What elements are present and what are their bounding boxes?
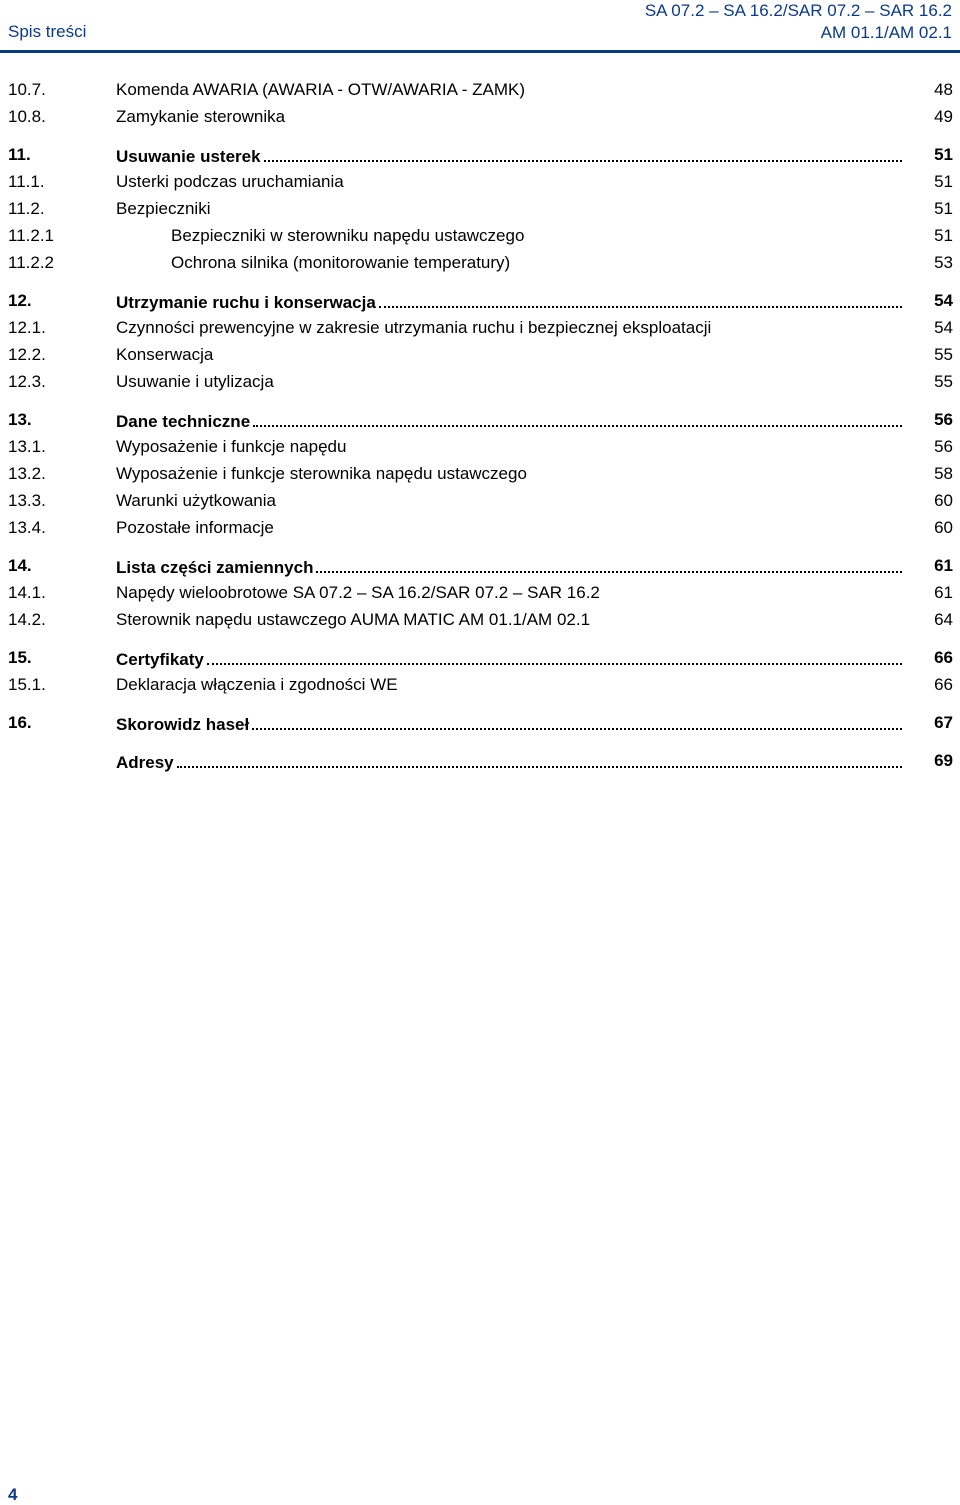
toc-entry-number: 12.2.	[8, 345, 46, 364]
header-divider	[0, 50, 960, 53]
toc-entry-number: 11.2.2	[8, 253, 55, 272]
toc-entry-number: 15.1.	[8, 675, 46, 694]
toc-entry-title: Czynności prewencyjne w zakresie utrzymania ruchu i bezpiecznej eksploatacji	[116, 318, 712, 337]
toc-entry-title: Napędy wieloobrotowe SA 07.2 – SA 16.2/SAR 07.2 – SAR 16.2	[116, 583, 600, 602]
document-title-line-2: AM 01.1/AM 02.1	[820, 23, 952, 42]
document-title-line-1: SA 07.2 – SA 16.2/SAR 07.2 – SAR 16.2	[644, 1, 952, 20]
toc-chapter-page: 56	[934, 410, 953, 429]
toc-entry-title: Komenda AWARIA (AWARIA - OTW/AWARIA - ZAMK)	[116, 80, 526, 99]
toc-entry-title: Sterownik napędu ustawczego AUMA MATIC AM 01.1/AM 02.1	[116, 610, 591, 629]
toc-entry-number: 11.2.	[8, 199, 45, 218]
page-header	[0, 0, 960, 50]
toc-entry-page: 66	[934, 675, 953, 694]
toc-chapter-number: 11.	[8, 145, 31, 164]
toc-entry-number: 13.4.	[8, 518, 46, 537]
toc-entry-page: 64	[934, 610, 953, 629]
table-of-contents	[0, 76, 960, 774]
toc-entry[interactable]	[0, 314, 960, 341]
toc-chapter-title: Adresy	[116, 753, 174, 772]
toc-chapter-title: Utrzymanie ruchu i konserwacja	[116, 293, 376, 312]
toc-entry-page: 56	[934, 437, 953, 456]
toc-entry[interactable]	[0, 579, 960, 606]
dot-leader	[177, 747, 902, 768]
toc-entry-number: 10.7.	[8, 80, 46, 99]
toc-entry-title: Warunki użytkowania	[116, 491, 276, 510]
toc-entry[interactable]	[0, 671, 960, 698]
toc-entry-page: 55	[934, 372, 953, 391]
toc-chapter-title-wrap	[116, 709, 904, 738]
toc-entry-number: 11.2.1	[8, 226, 55, 245]
toc-chapter[interactable]	[0, 644, 960, 671]
toc-entry-page: 54	[934, 318, 953, 337]
toc-entry-page: 60	[934, 491, 953, 510]
toc-entry[interactable]	[0, 433, 960, 460]
toc-chapter-title: Skorowidz haseł	[116, 715, 250, 734]
toc-chapter-page: 51	[934, 145, 953, 164]
toc-entry-page: 48	[934, 80, 953, 99]
toc-entry-title: Deklaracja włączenia i zgodności WE	[116, 675, 398, 694]
toc-entry-number: 13.1.	[8, 437, 46, 456]
toc-chapter-title-wrap	[116, 552, 904, 581]
toc-entry-page: 51	[934, 199, 953, 218]
toc-chapter-page: 54	[934, 291, 953, 310]
toc-entry-title: Usterki podczas uruchamiania	[116, 172, 344, 191]
toc-chapter-title: Lista części zamiennych	[116, 558, 314, 577]
toc-chapter-number: 15.	[8, 648, 32, 667]
toc-entry[interactable]	[0, 368, 960, 395]
toc-chapter-page: 67	[934, 713, 953, 732]
toc-chapter-number: 13.	[8, 410, 32, 429]
toc-chapter-title-wrap	[116, 644, 904, 673]
toc-chapter-page: 66	[934, 648, 953, 667]
toc-entry-title: Bezpieczniki	[116, 199, 211, 218]
toc-chapter-title: Dane techniczne	[116, 412, 251, 431]
toc-chapter[interactable]	[0, 406, 960, 433]
toc-chapter[interactable]	[0, 287, 960, 314]
toc-entry-title: Wyposażenie i funkcje napędu	[116, 437, 347, 456]
toc-entry-title: Bezpieczniki w sterowniku napędu ustawczego	[171, 226, 525, 245]
toc-entry-number: 14.1.	[8, 583, 46, 602]
toc-entry-page: 53	[934, 253, 953, 272]
toc-chapter-title: Usuwanie usterek	[116, 147, 261, 166]
page-number: 4	[8, 1485, 18, 1504]
toc-entry-number: 12.1.	[8, 318, 46, 337]
toc-entry-number: 14.2.	[8, 610, 46, 629]
toc-entry[interactable]	[0, 460, 960, 487]
dot-leader	[252, 709, 902, 730]
toc-entry[interactable]	[0, 76, 960, 103]
toc-entry-number: 13.3.	[8, 491, 46, 510]
toc-entry-number: 12.3.	[8, 372, 46, 391]
section-title: Spis treści	[8, 22, 87, 41]
dot-leader	[316, 552, 902, 573]
toc-entry[interactable]	[0, 168, 960, 195]
toc-entry-page: 60	[934, 518, 953, 537]
toc-chapter-number: 16.	[8, 713, 32, 732]
toc-entry-number: 10.8.	[8, 107, 46, 126]
toc-chapter-title-wrap	[116, 406, 904, 435]
dot-leader	[207, 644, 902, 665]
dot-leader	[253, 406, 902, 427]
toc-entry-number: 11.1.	[8, 172, 45, 191]
toc-chapter[interactable]	[0, 709, 960, 736]
toc-entry-title: Pozostałe informacje	[116, 518, 274, 537]
toc-entry-page: 61	[934, 583, 953, 602]
toc-chapter[interactable]	[0, 552, 960, 579]
toc-entry[interactable]	[0, 514, 960, 541]
toc-entry-page: 51	[934, 226, 953, 245]
toc-chapter-number: 14.	[8, 556, 32, 575]
toc-chapter-title: Certyfikaty	[116, 650, 204, 669]
toc-entry-title: Wyposażenie i funkcje sterownika napędu ustawczego	[116, 464, 527, 483]
toc-entry-title: Konserwacja	[116, 345, 214, 364]
toc-chapter-title-wrap	[116, 287, 904, 316]
toc-entry[interactable]	[0, 195, 960, 222]
toc-entry-page: 55	[934, 345, 953, 364]
dot-leader	[379, 287, 902, 308]
toc-entry[interactable]	[0, 249, 960, 276]
toc-entry-page: 58	[934, 464, 953, 483]
toc-entry-title: Ochrona silnika (monitorowanie temperatury)	[171, 253, 511, 272]
toc-entry-page: 51	[934, 172, 953, 191]
toc-entry[interactable]	[0, 103, 960, 130]
toc-entry-title: Zamykanie sterownika	[116, 107, 286, 126]
toc-chapter-page: 69	[934, 751, 953, 770]
toc-chapter-number: 12.	[8, 291, 32, 310]
toc-entry-title: Usuwanie i utylizacja	[116, 372, 274, 391]
document-title	[645, 0, 952, 44]
toc-entry[interactable]	[0, 606, 960, 633]
toc-chapter-title-wrap	[116, 747, 904, 776]
dot-leader	[264, 141, 902, 162]
toc-chapter[interactable]	[0, 747, 960, 774]
toc-entry[interactable]	[0, 341, 960, 368]
toc-entry[interactable]	[0, 222, 960, 249]
toc-chapter-title-wrap	[116, 141, 904, 170]
toc-entry-page: 49	[934, 107, 953, 126]
toc-entry[interactable]	[0, 487, 960, 514]
toc-chapter[interactable]	[0, 141, 960, 168]
toc-chapter-page: 61	[934, 556, 953, 575]
toc-entry-number: 13.2.	[8, 464, 46, 483]
